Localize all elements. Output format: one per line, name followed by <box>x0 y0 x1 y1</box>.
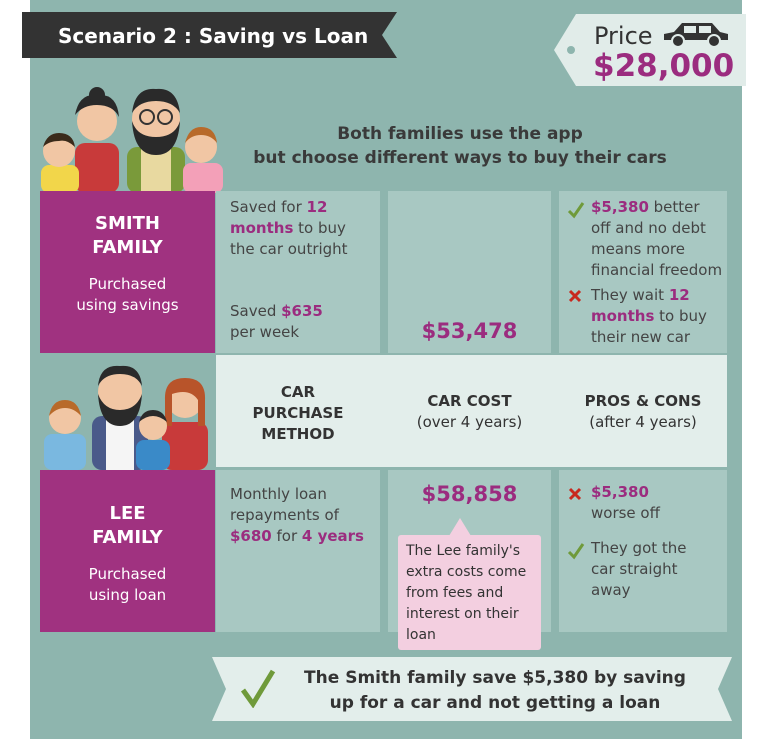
lee-sub-line1: Purchased <box>88 565 167 583</box>
smith-family-card <box>40 191 215 353</box>
smith-pros-cons-cell: $5,380 better off and no debt means more financial freedom They wait 12 months to buy their new car <box>559 191 727 353</box>
check-icon <box>567 201 585 219</box>
car-icon <box>660 18 732 50</box>
smith-sub-line2: using savings <box>76 296 179 314</box>
cross-icon <box>567 486 583 502</box>
note-pointer <box>449 518 471 536</box>
lee-cost-note: The Lee family's extra costs come from fees and interest on their loan <box>398 535 541 650</box>
lee-pros-cons-cell: $5,380 worse off They got the car straight away <box>559 470 727 632</box>
check-icon <box>567 542 585 560</box>
lee-sub-line2: using loan <box>88 586 167 604</box>
lee-cost-value: $58,858 <box>421 482 518 506</box>
smith-cost-cell <box>388 191 551 353</box>
lee-family-card <box>40 470 215 632</box>
pros-cons-header: PROS & CONS (after 4 years) <box>584 392 702 431</box>
intro-text: Both families use the app but choose different ways to buy their cars <box>253 124 667 168</box>
smith-name-line1: SMITH <box>95 213 160 234</box>
conclusion-text: The Smith family save $5,380 by saving up for a car and not getting a loan <box>304 668 686 713</box>
lee-method-cell: Monthly loan repayments of $680 for 4 years <box>216 470 380 632</box>
lee-name-line1: LEE <box>109 503 146 524</box>
cost-header: CAR COST (over 4 years) <box>416 392 523 431</box>
cross-icon <box>567 288 583 304</box>
smith-cost-value: $53,478 <box>421 319 518 343</box>
scenario-title: Scenario 2 : Saving vs Loan <box>58 24 369 48</box>
lee-name-line2: FAMILY <box>92 527 163 548</box>
smith-method-cell: Saved for 12 months to buy the car outright Saved $635 per week <box>216 191 380 353</box>
smith-name-line2: FAMILY <box>92 237 163 258</box>
smith-family-illustration <box>35 85 225 193</box>
smith-sub-line1: Purchased <box>88 275 167 293</box>
price-value: $28,000 <box>593 48 735 84</box>
method-header: CAR PURCHASE METHOD <box>252 383 344 443</box>
lee-family-illustration <box>40 360 212 470</box>
price-label: Price <box>594 22 653 50</box>
big-check-icon <box>240 668 276 708</box>
